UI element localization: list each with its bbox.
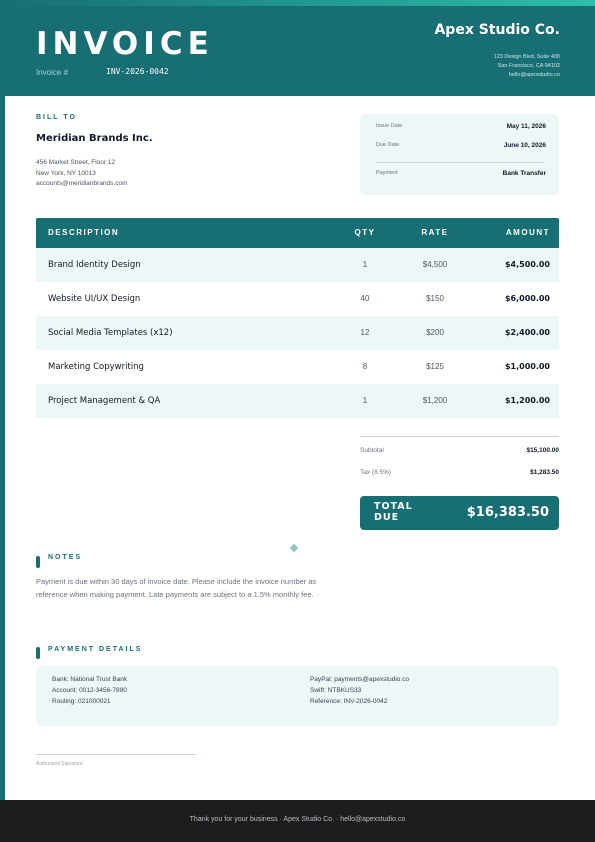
totals-divider bbox=[360, 436, 559, 437]
payment-reference: Reference: INV-2026-0042 bbox=[310, 698, 388, 705]
payment-method-label: Payment bbox=[376, 170, 398, 176]
footer-text: Thank you for your business · Apex Studio Co. · hello@apexstudio.co bbox=[189, 816, 406, 823]
subtotal-value: $15,100.00 bbox=[526, 447, 559, 454]
item-rate: $4,500 bbox=[422, 260, 448, 269]
account-number: Account: 0012-3456-7890 bbox=[52, 687, 127, 694]
payment-method-value: Bank Transfer bbox=[502, 170, 546, 177]
item-description: Brand Identity Design bbox=[48, 260, 141, 270]
company-email: hello@apexstudio.co bbox=[508, 72, 560, 78]
item-description: Marketing Copywriting bbox=[48, 362, 144, 372]
invoice-header bbox=[0, 0, 595, 96]
total-due-label: TOTAL DUE bbox=[374, 501, 413, 523]
notes-title: NOTES bbox=[48, 554, 83, 561]
bill-to-label: BILL TO bbox=[36, 114, 77, 121]
item-qty: 40 bbox=[360, 294, 370, 303]
paypal-address: PayPal: payments@apexstudio.co bbox=[310, 676, 410, 683]
payment-method-row bbox=[376, 170, 546, 180]
item-qty: 1 bbox=[362, 396, 368, 405]
client-email: accounts@meridianbrands.com bbox=[36, 180, 128, 187]
bank-name: Bank: National Trust Bank bbox=[52, 676, 128, 683]
item-description: Social Media Templates (x12) bbox=[48, 328, 173, 338]
notes-text: Payment is due within 30 days of invoice date. Please include the invoice number as reference when making payment. Late payments are subject to a 1.5% monthly fee. bbox=[36, 577, 317, 599]
item-amount: $4,500.00 bbox=[504, 260, 550, 269]
item-rate: $150 bbox=[426, 294, 444, 303]
issue-date-row bbox=[376, 123, 546, 133]
column-header-amount: AMOUNT bbox=[505, 228, 550, 237]
subtotal-label: Subtotal bbox=[360, 447, 384, 454]
left-accent-bar bbox=[0, 0, 5, 800]
payment-details-title: PAYMENT DETAILS bbox=[48, 646, 143, 653]
item-rate: $1,200 bbox=[422, 396, 448, 405]
company-address-line-2: San Francisco, CA 94102 bbox=[497, 63, 560, 69]
tax-value: $1,283.50 bbox=[530, 469, 559, 476]
table-row bbox=[36, 282, 559, 316]
notes-marker bbox=[36, 556, 40, 568]
column-header-qty: QTY bbox=[354, 228, 376, 237]
company-address-line-1: 123 Design Blvd, Suite 400 bbox=[493, 54, 560, 60]
invoice-number: INV-2026-0042 bbox=[106, 67, 169, 76]
table-header bbox=[36, 218, 559, 248]
item-amount: $6,000.00 bbox=[504, 294, 550, 303]
line-items-table bbox=[36, 218, 559, 418]
invoice-title: INVOICE bbox=[36, 26, 214, 62]
item-description: Website UI/UX Design bbox=[48, 294, 141, 304]
meta-divider bbox=[376, 162, 544, 163]
invoice-number-label: Invoice # bbox=[36, 68, 69, 77]
item-qty: 8 bbox=[362, 362, 368, 371]
total-due-box bbox=[360, 496, 559, 530]
item-amount: $1,000.00 bbox=[504, 362, 550, 371]
company-name: Apex Studio Co. bbox=[434, 22, 560, 38]
item-qty: 1 bbox=[362, 260, 368, 269]
due-date-value: June 10, 2026 bbox=[503, 142, 546, 149]
column-header-rate: RATE bbox=[421, 228, 449, 237]
table-row bbox=[36, 248, 559, 282]
item-amount: $1,200.00 bbox=[504, 396, 550, 405]
footer bbox=[0, 800, 595, 842]
client-address-line-2: New York, NY 10013 bbox=[36, 170, 96, 177]
payment-details-box bbox=[36, 666, 559, 726]
tax-label: Tax (8.5%) bbox=[360, 469, 392, 476]
payment-details-marker bbox=[36, 647, 40, 659]
due-date-label: Due Date bbox=[376, 142, 400, 148]
due-date-row bbox=[376, 142, 546, 152]
item-description: Project Management & QA bbox=[48, 396, 161, 406]
diamond-ornament bbox=[290, 544, 298, 552]
item-rate: $200 bbox=[426, 328, 444, 337]
issue-date-label: Issue Date bbox=[376, 123, 403, 129]
signature-label: Authorized Signature bbox=[36, 761, 83, 767]
table-row bbox=[36, 350, 559, 384]
table-row bbox=[36, 316, 559, 350]
invoice-meta-box bbox=[360, 114, 559, 195]
total-due-value: $16,383.50 bbox=[466, 505, 549, 520]
client-name: Meridian Brands Inc. bbox=[36, 133, 153, 144]
issue-date-value: May 11, 2026 bbox=[506, 123, 546, 130]
column-header-description: DESCRIPTION bbox=[48, 228, 120, 237]
table-row bbox=[36, 384, 559, 418]
item-rate: $125 bbox=[426, 362, 444, 371]
header-gradient-stripe bbox=[0, 0, 595, 6]
item-amount: $2,400.00 bbox=[504, 328, 550, 337]
item-qty: 12 bbox=[360, 328, 370, 337]
client-address-line-1: 456 Market Street, Floor 12 bbox=[36, 159, 116, 166]
signature-line bbox=[36, 754, 196, 755]
routing-number: Routing: 021000021 bbox=[52, 698, 111, 705]
swift-code: Swift: NTBKUS33 bbox=[310, 687, 362, 694]
